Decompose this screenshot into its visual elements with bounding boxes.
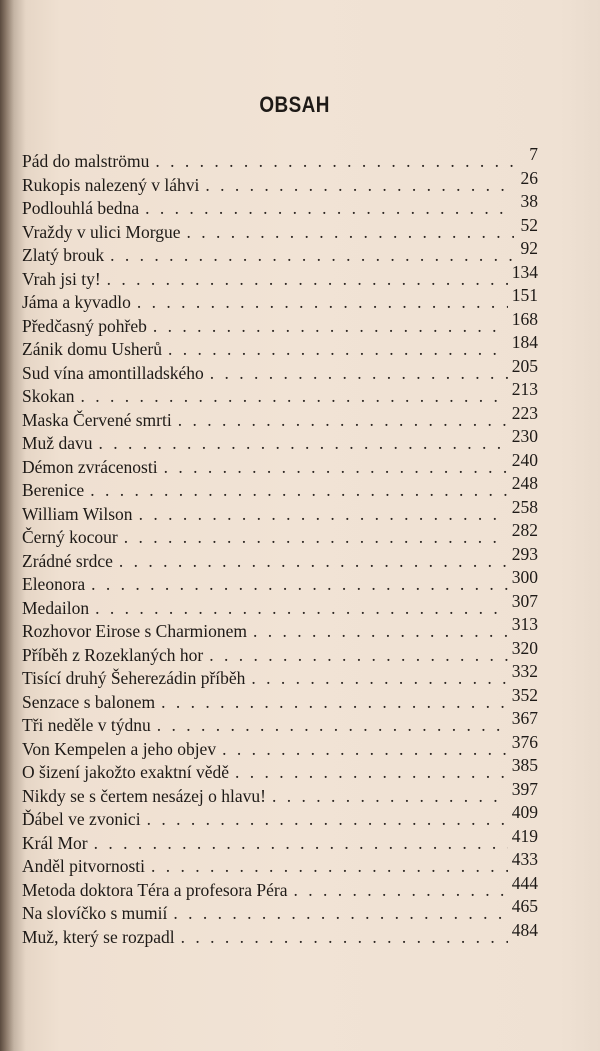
toc-entry-title: Podlouhlá bedna [22,198,140,218]
toc-entry [22,214,538,245]
toc-entry [22,567,538,597]
toc-entry-page-number: 352 [511,684,538,705]
toc-entry-page-number: 38 [520,191,538,211]
toc-entry-page-number: 409 [511,802,538,822]
toc-entry-title: Rozhovor Eirose s Charmionem [22,621,248,641]
toc-entry-page-number: 240 [511,449,538,470]
dot-leader [107,268,508,292]
toc-entry-page-number: 320 [511,637,538,658]
toc-entry [22,473,538,503]
toc-entry-title: Eleonora [22,574,86,594]
dot-leader [222,738,508,762]
toc-entry-title: Tři neděle v týdnu [22,715,151,735]
dot-leader [98,432,507,456]
toc-entry [22,755,538,785]
toc-entry [22,614,538,644]
toc-entry-page-number: 484 [511,919,538,940]
toc-entry-page-number: 465 [511,896,538,916]
toc-entry [22,308,538,339]
dot-leader [124,526,508,550]
toc-entry [22,590,538,621]
toc-entry-page-number: 134 [511,261,538,282]
toc-entry-page-number: 258 [511,496,538,517]
toc-entry [22,708,538,738]
dot-leader [251,667,507,691]
toc-entry-title: Na slovíčko s mumií [22,903,168,923]
toc-entry-title: Pád do malströmu [22,151,150,171]
dot-leader [164,456,508,480]
toc-entry-page-number: 205 [511,355,538,376]
toc-entry [22,637,538,668]
dot-leader [95,597,508,621]
toc-entry-page-number: 332 [511,661,538,681]
dot-leader [209,644,507,668]
toc-entry-page-number: 7 [529,144,538,164]
toc-entry-page-number: 92 [520,238,538,258]
dot-leader [161,691,508,715]
toc-entry-title: Tisící druhý Šeherezádin příběh [22,668,246,688]
toc-entry [22,896,538,926]
dot-leader [178,409,508,433]
toc-entry-title: Rukopis nalezený v láhvi [22,174,200,195]
toc-entry-title: Sud vína amontilladského [22,362,204,383]
dot-leader [147,808,508,832]
toc-entry [22,191,538,221]
toc-entry-title: Muž, který se rozpadl [22,926,175,947]
toc-entry-title: Von Kempelen a jeho objev [22,738,217,759]
toc-entry-page-number: 385 [511,755,538,775]
toc-entry-title: Zánik domu Usherů [22,339,162,359]
toc-entry [22,426,538,456]
toc-entry-title: Berenice [22,480,85,500]
dot-leader [137,291,508,315]
dot-leader [293,879,507,903]
toc-entry-title: Medailon [22,597,90,618]
toc-entry [22,731,538,762]
toc-entry-title: Zlatý brouk [22,245,105,265]
toc-entry-title: Vraždy v ulici Morgue [22,221,181,242]
toc-entry-page-number: 282 [511,520,538,540]
toc-entry-page-number: 376 [511,731,538,752]
toc-entry-page-number: 26 [520,167,538,188]
dot-leader [119,550,508,574]
toc-entry-page-number: 52 [520,214,538,235]
toc-entry-page-number: 184 [511,332,538,352]
toc-entry [22,332,538,362]
toc-entry [22,355,538,386]
dot-leader [110,244,514,268]
toc-entry-page-number: 367 [511,708,538,728]
dot-leader [157,714,508,738]
toc-entry-title: O šizení jakožto exaktní vědě [22,762,230,782]
toc-entry [22,661,538,691]
dot-leader [151,855,508,879]
dot-leader [253,620,508,644]
dot-leader [145,197,514,221]
toc-entry-page-number: 213 [511,379,538,399]
dot-leader [205,174,514,198]
dot-leader [173,902,507,926]
dot-leader [155,150,514,174]
toc-entry-page-number: 444 [511,872,538,893]
toc-entry-page-number: 230 [511,426,538,446]
toc-entry [22,261,538,292]
dot-leader [168,338,508,362]
toc-entry-title: Senzace s balonem [22,691,156,712]
toc-entry [22,520,538,550]
toc-entry [22,919,538,950]
toc-entry-title: Nikdy se s čertem nesázej o hlavu! [22,785,266,806]
toc-entry-page-number: 300 [511,567,538,587]
dot-leader [235,761,508,785]
toc-entry-title: Příběh z Rozeklaných hor [22,644,204,665]
dot-leader [210,362,508,386]
toc-entry [22,402,538,433]
toc-entry-title: Anděl pitvornosti [22,856,145,876]
toc-entry [22,496,538,527]
toc-entry-page-number: 419 [511,825,538,846]
toc-entry [22,825,538,856]
page-title: OBSAH [259,92,330,117]
dot-leader [81,385,508,409]
toc-entry [22,849,538,879]
toc-entry-title: Démon zvrácenosti [22,456,158,477]
toc-entry-title: Maska Červené smrti [22,409,172,430]
toc-entry [22,144,538,174]
toc-entry-title: Metoda doktora Téra a profesora Péra [22,879,288,900]
toc-entry [22,778,538,809]
toc-entry-page-number: 313 [511,614,538,634]
dot-leader [90,479,508,503]
toc-entry [22,872,538,903]
toc-entry-title: Skokan [22,386,75,406]
toc-entry-title: William Wilson [22,503,133,524]
dot-leader [181,926,508,950]
toc-entry [22,684,538,715]
toc-entry-title: Muž davu [22,433,93,453]
toc-entry-title: Černý kocour [22,527,118,547]
toc-entry-title: Vrah jsi ty! [22,268,101,289]
dot-leader [187,221,514,245]
toc-entry [22,238,538,268]
toc-entry [22,449,538,480]
dot-leader [272,785,508,809]
toc-entry-title: Ďábel ve zvonici [22,809,141,829]
dot-leader [94,832,508,856]
toc-entry [22,543,538,574]
toc-entry [22,167,538,198]
toc-entry-page-number: 168 [511,308,538,329]
toc-entry-page-number: 397 [511,778,538,799]
toc-entry-page-number: 248 [511,473,538,493]
toc-entry-page-number: 293 [511,543,538,564]
toc-entry-title: Předčasný pohřeb [22,315,147,336]
dot-leader [139,503,508,527]
toc-entry-page-number: 433 [511,849,538,869]
table-of-contents [22,144,538,949]
toc-entry-page-number: 307 [511,590,538,611]
toc-entry-page-number: 223 [511,402,538,423]
toc-entry [22,379,538,409]
toc-entry [22,802,538,832]
toc-entry-title: Král Mor [22,832,88,853]
dot-leader [153,315,508,339]
dot-leader [91,573,508,597]
toc-entry-page-number: 151 [511,285,538,305]
toc-entry [22,285,538,315]
toc-entry-title: Zrádné srdce [22,550,113,571]
toc-entry-title: Jáma a kyvadlo [22,292,131,312]
